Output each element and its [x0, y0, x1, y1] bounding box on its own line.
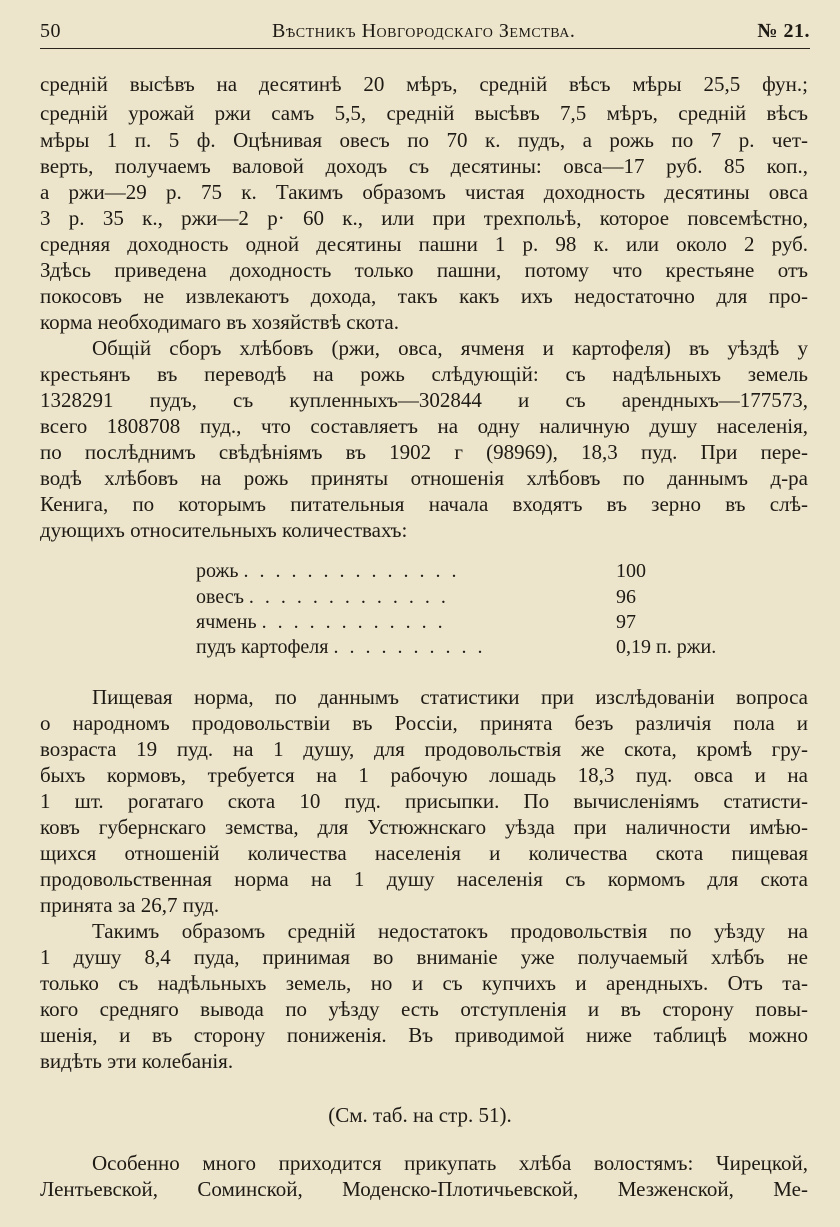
leader-dots: . . . . . . . . . . . . . . [243, 560, 460, 582]
row-value: 96 [616, 586, 636, 608]
text-line: корма необходимаго въ хозяйствѣ скота. [40, 310, 399, 334]
journal-title: Вѣстникъ Новгородскаго Земства. [272, 20, 576, 42]
text-line: водѣ хлѣбовъ на рожь приняты отношенія хлѣбовъ по даннымъ д-ра [40, 466, 808, 490]
text-line: шенія, и въ сторону пониженія. Въ приводимой ниже таблицѣ можно [40, 1023, 808, 1047]
issue-number: № 21. [757, 20, 810, 42]
text-line: только съ надѣльныхъ земель, но и съ купчихъ и арендныхъ. Отъ та- [40, 971, 808, 995]
text-line: мѣры 1 п. 5 ф. Оцѣнивая овесъ по 70 к. пудъ, а рожь по 7 р. чет- [40, 128, 808, 152]
text-line: 1328291 пудъ, съ купленныхъ—302844 и съ арендныхъ—177573, [40, 388, 808, 412]
text-line: Здѣсь приведена доходность только пашни, потому что крестьяне отъ [40, 258, 808, 282]
table-row [196, 558, 646, 584]
text-line: принята за 26,7 пуд. [40, 893, 220, 917]
text-line: средній урожай ржи самъ 5,5, средній высѣвъ 7,5 мѣръ, средній вѣсъ [40, 101, 808, 125]
row-label: овесъ [196, 586, 244, 608]
running-header [40, 18, 810, 49]
text-line: 1 душу 8,4 пуда, принимая во вниманіе уже получаемый хлѣбъ не [40, 945, 808, 969]
text-line: 3 р. 35 к., ржи—2 р· 60 к., или при трехпольѣ, которое повсемѣстно, [40, 206, 808, 230]
text-line: быхъ кормовъ, требуется на 1 рабочую лошадь 18,3 пуд. овса и на [40, 763, 808, 787]
leader-dots: . . . . . . . . . . [333, 636, 486, 658]
row-value: 0,19 п. ржи. [616, 636, 717, 658]
text-line: всего 1808708 пуд., что составляетъ на одну наличную душу населенія, [40, 414, 808, 438]
table-row [196, 584, 636, 610]
row-value: 100 [616, 560, 646, 582]
text-line: Общій сборъ хлѣбовъ (ржи, овса, ячменя и картофеля) въ уѣздѣ у [92, 336, 808, 360]
leader-dots: . . . . . . . . . . . . [261, 611, 446, 633]
text-line: продовольственная норма на 1 душу населенія съ кормомъ для скота [40, 867, 808, 891]
text-line: средняя доходность одной десятины пашни 1 р. 98 к. или около 2 руб. [40, 232, 808, 256]
row-label: ячмень [196, 611, 257, 633]
text-line: Пищевая норма, по даннымъ статистики при изслѣдованіи вопроса [92, 685, 808, 709]
row-value: 97 [616, 611, 636, 633]
table-row [196, 609, 636, 635]
text-line: 1 шт. рогатаго скота 10 пуд. присыпки. По вычисленіямъ статисти- [40, 789, 808, 813]
page-number: 50 [40, 20, 61, 42]
text-line: Лентьевской, Соминской, Моденско-Плотичьевской, Мезженской, Ме- [40, 1177, 808, 1201]
text-line: ковъ губернскаго земства, для Устюжнскаго уѣзда при наличности имѣю- [40, 815, 808, 839]
text-line: верть, получаемъ валовой доходъ съ десятины: овса—17 руб. 85 коп., [40, 154, 808, 178]
table-reference: (См. таб. на стр. 51). [328, 1103, 512, 1127]
text-line: Такимъ образомъ средній недостатокъ продовольствія по уѣзду на [92, 919, 808, 943]
text-line: дующихъ относительныхъ количествахъ: [40, 518, 408, 542]
text-line: средній высѣвъ на десятинѣ 20 мѣръ, средній вѣсъ мѣры 25,5 фун.; [40, 72, 808, 96]
row-label: рожь [196, 560, 239, 582]
text-line: кого средняго вывода по уѣзду есть отступленія и въ сторону повы- [40, 997, 808, 1021]
text-line: а ржи—29 р. 75 к. Такимъ образомъ чистая доходность десятины овса [40, 180, 808, 204]
text-line: Особенно много приходится прикупать хлѣба волостямъ: Чирецкой, [92, 1151, 808, 1175]
text-line: покосовъ не извлекаютъ дохода, такъ какъ ихъ недостаточно для про- [40, 284, 808, 308]
leader-dots: . . . . . . . . . . . . . [248, 586, 449, 608]
text-line: о народномъ продовольствіи въ Россіи, принята безъ различія пола и [40, 711, 808, 735]
text-line: крестьянъ въ переводѣ на рожь слѣдующій: съ надѣльныхъ земель [40, 362, 808, 386]
text-line: видѣть эти колебанія. [40, 1049, 234, 1073]
table-row [196, 634, 717, 660]
text-line: щихся отношеній количества населенія и количества скота пищевая [40, 841, 808, 865]
text-line: по послѣднимъ свѣдѣніямъ въ 1902 г (98969), 18,3 пуд. При пере- [40, 440, 808, 464]
text-line: Кенига, по которымъ питательныя начала входятъ въ зерно въ слѣ- [40, 492, 808, 516]
text-line: возраста 19 пуд. на 1 душу, для продовольствія же скота, кромѣ гру- [40, 737, 808, 761]
row-label: пудъ картофеля [196, 636, 329, 658]
